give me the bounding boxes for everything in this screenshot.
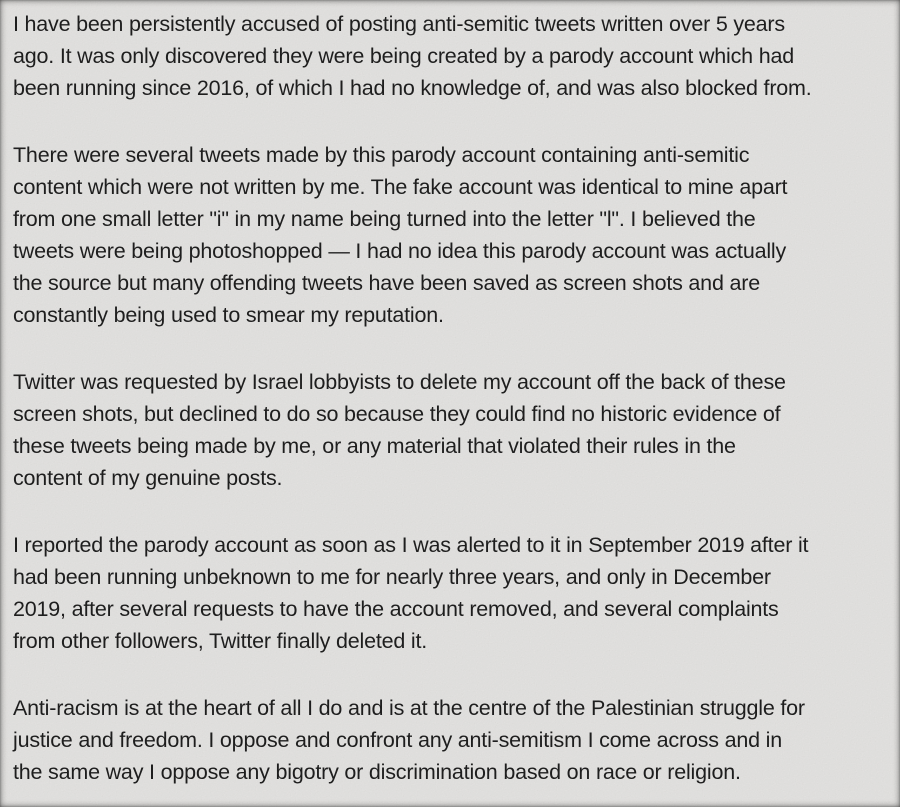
text-line: the source but many offending tweets have been saved as screen shots and are (13, 271, 760, 295)
text-line: ago. It was only discovered they were being created by a parody account which had (13, 44, 794, 68)
text-line: from one small letter "i" in my name being turned into the letter "l". I believed the (13, 207, 756, 231)
paragraph (13, 366, 886, 494)
text-line: Twitter was requested by Israel lobbyists to delete my account off the back of these (13, 370, 786, 394)
text-line: the same way I oppose any bigotry or discrimination based on race or religion. (13, 760, 741, 784)
text-line: been running since 2016, of which I had no knowledge of, and was also blocked from. (13, 76, 812, 100)
text-line: had been running unbeknown to me for nearly three years, and only in December (13, 565, 771, 589)
text-line: 2019, after several requests to have the account removed, and several complaints (13, 597, 779, 621)
text-line: content of my genuine posts. (13, 466, 283, 490)
paragraph (13, 692, 886, 788)
text-line: these tweets being made by me, or any material that violated their rules in the (13, 434, 736, 458)
paragraph (13, 139, 886, 331)
text-line: I have been persistently accused of posting anti-semitic tweets written over 5 years (13, 12, 785, 36)
paragraph (13, 529, 886, 657)
text-line: content which were not written by me. The fake account was identical to mine apart (13, 175, 788, 199)
text-line: justice and freedom. I oppose and confront any anti-semitism I come across and in (13, 728, 782, 752)
text-line: tweets were being photoshopped — I had no idea this parody account was actually (13, 239, 787, 263)
text-line: There were several tweets made by this parody account containing anti-semitic (13, 143, 750, 167)
text-line: from other followers, Twitter finally deleted it. (13, 629, 428, 653)
text-line: screen shots, but declined to do so because they could find no historic evidence of (13, 402, 781, 426)
text-line: I reported the parody account as soon as I was alerted to it in September 2019 after it (13, 533, 809, 557)
paragraph (13, 8, 886, 104)
text-line: constantly being used to smear my reputation. (13, 303, 444, 327)
text-line: Anti-racism is at the heart of all I do and is at the centre of the Palestinian struggle for (13, 696, 805, 720)
